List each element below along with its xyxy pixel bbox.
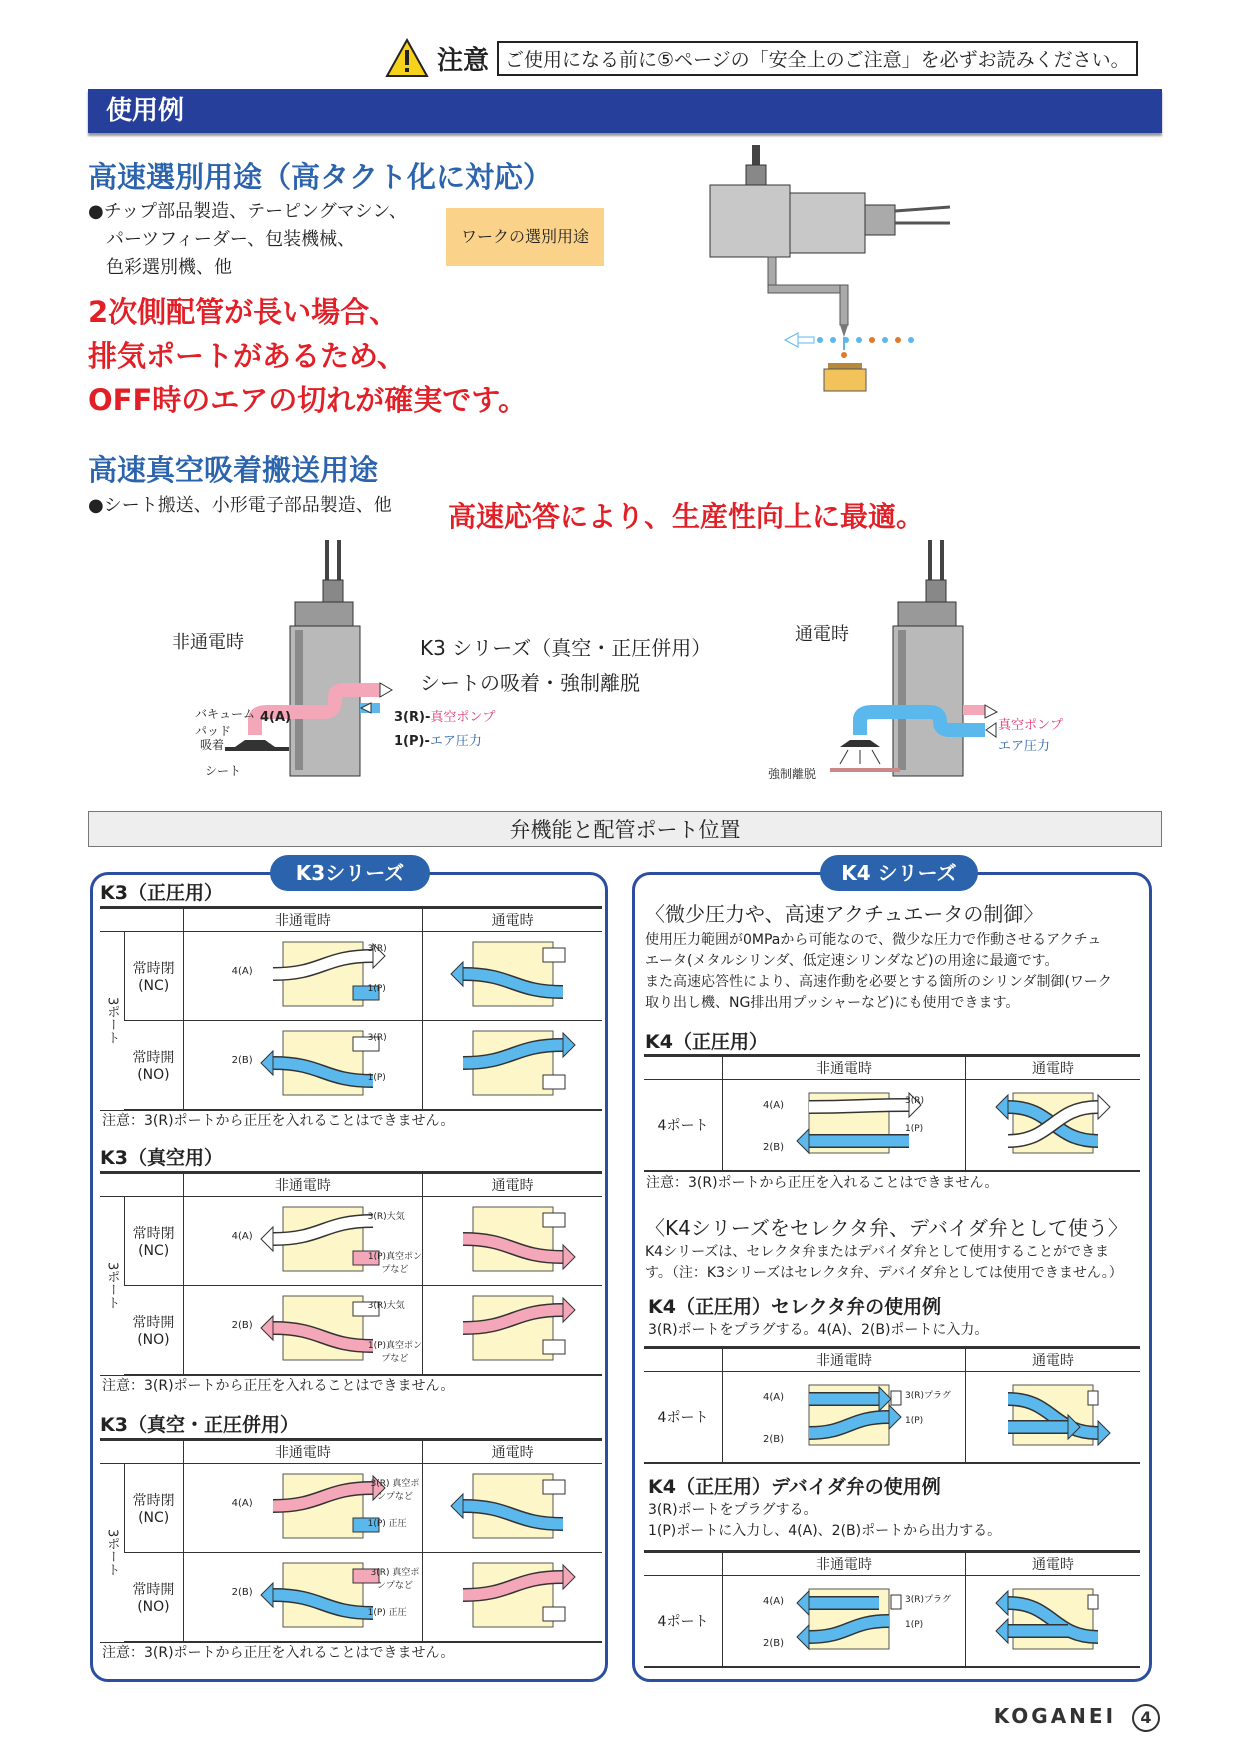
port-count: 4ポート [644,1080,723,1172]
valve-type-sub: (NC) [138,1510,170,1526]
air-label-on: エア圧力 [998,739,1051,754]
caption-line: K3 シリーズ（真空・正圧併用） [420,636,712,660]
valve-row [100,1464,602,1553]
port-label: 1(P) [905,1124,924,1134]
valve-type [124,1197,183,1286]
red-line: OFF時のエアの切れが確実です。 [88,383,527,417]
col-off: 非通電時 [723,1348,966,1372]
col-off: 非通電時 [183,1173,423,1197]
k3-table-note: 注意：3(R)ポートから正圧を入れることはできません。 [102,1113,455,1129]
port-label: 1(P) 正圧 [367,1608,407,1618]
port-label: 2(B) [231,1055,253,1066]
valve-type [124,1464,183,1553]
work-sort-tag: ワークの選別用途 [446,208,604,266]
off-state-cell [183,1553,423,1643]
port-label: 2(B) [231,1320,253,1331]
off-state-cell [183,1197,423,1286]
vacuum-on-illustration [820,540,1000,790]
on-state-cell [423,1021,602,1111]
sorter-valve-illustration [690,145,980,405]
k4-t2-title: K4（正圧用）セレクタ弁の使用例 [648,1296,942,1318]
valve-row [100,1286,602,1376]
valve-type [124,1553,183,1643]
k3-table-title: K3（真空用） [100,1147,223,1169]
off-state-cell [183,932,423,1021]
port-label: 3(R)大気 [367,1212,405,1222]
k3-valve-table [100,1171,602,1376]
port-label: 3(R) [367,1033,387,1043]
desc-line: また高速応答性により、高速作動を必要とする箇所のシリンダ制御(ワーク [645,974,1112,990]
sec1-bullet-line: パーツフィーダー、包装機械、 [106,229,356,250]
sec1-bullet-line: ●チップ部品製造、テーピングマシン、 [88,201,407,222]
port-4a-label: 4(A) [260,710,291,725]
notice-text: ご使用になる前に⑤ページの「安全上のご注意」を必ずお読みください。 [497,41,1138,76]
air-label: エア圧力 [429,734,482,749]
page-number: 4 [1132,1704,1160,1732]
port-label: 4(A) [231,1231,253,1242]
valve-symbol [443,1288,583,1368]
port-label: 4(A) [231,966,253,977]
safety-notice [385,38,1138,78]
on-state-cell [966,1080,1141,1172]
col-on: 通電時 [966,1552,1141,1576]
port-label: 4(A) [231,1498,253,1509]
page-banner: 使用例 [88,89,1162,133]
off-state-cell [183,1021,423,1111]
port-label: 1(P) [905,1416,924,1426]
port-label: 1(P)真空ポンプなど [367,1252,423,1275]
valve-symbol [443,1555,583,1635]
on-state-cell [423,1553,602,1643]
port-label: 1(P) [905,1620,924,1630]
k4-desc1 [645,930,1112,1014]
valve-type-label: 常時閉 [132,1493,175,1509]
sec2-bullet: ●シート搬送、小形電子部品製造、他 [88,495,392,516]
k4-t3-desc [648,1500,1001,1542]
valve-type [124,1021,183,1111]
valve-type-label: 常時開 [132,1050,175,1066]
on-state-cell [423,932,602,1021]
valve-type-label: 常時閉 [132,961,175,977]
valve-symbol [988,1377,1118,1453]
col-off: 非通電時 [183,1440,423,1464]
k4-pill: K4 シリーズ [820,855,978,891]
k3-pill: K3シリーズ [270,855,430,891]
port-label: 4(A) [763,1100,785,1111]
valve-row [100,932,602,1021]
valve-type-sub: (NC) [138,978,170,994]
k4-heading1: 〈微少圧力や、高速アクチュエータの制御〉 [645,902,1044,926]
sec1-bullet-line: 色彩選別機、他 [106,257,232,278]
col-on: 通電時 [423,908,602,932]
on-state-cell [966,1372,1141,1464]
port-label: 3(R) 真空ポンプなど [370,1568,420,1591]
col-on: 通電時 [423,1440,602,1464]
k4-valve-table [644,1346,1140,1464]
on-state-cell [423,1464,602,1553]
release-label: 強制離脱 [768,767,817,781]
port-3r-pump [394,706,495,725]
notice-word: 注意 [437,45,490,76]
port-label: 2(B) [231,1587,253,1598]
vac-pad-label-line: パッド [195,724,232,738]
section-bar: 弁機能と配管ポート位置 [88,811,1162,847]
valve-type-sub: (NC) [138,1243,170,1259]
sheet-label: シート [205,764,242,778]
valve-row [100,1553,602,1643]
k4-valve-table [644,1054,1140,1172]
desc-line: 取り出し機、NG排出用プッシャーなど)にも使用できます。 [645,995,1020,1011]
k4-heading2: 〈K4シリーズをセレクタ弁、デバイダ弁として使う〉 [645,1216,1128,1240]
desc-line: 1(P)ポートに入力し、4(A)、2(B)ポートから出力する。 [648,1523,1002,1539]
desc-line: K4シリーズは、セレクタ弁またはデバイダ弁として使用することができま [645,1244,1109,1260]
k4-desc2 [645,1242,1123,1284]
footer [994,1704,1160,1732]
valve-type-label: 常時閉 [132,1226,175,1242]
port-label: 2(B) [763,1434,785,1445]
pump-label: 真空ポンプ [430,710,496,725]
port-count: 3ポート [100,932,124,1111]
off-state-cell [723,1372,966,1464]
col-off: 非通電時 [723,1552,966,1576]
on-state-cell [966,1576,1141,1668]
k4-t2-desc: 3(R)ポートをプラグする。4(A)、2(B)ポートに入力。 [648,1322,989,1338]
k4-t1-title: K4（正圧用） [645,1031,768,1053]
port-count: 3ポート [100,1464,124,1643]
valve-type-label: 常時開 [132,1582,175,1598]
on-state-cell [423,1286,602,1376]
port-label: 3(R) [367,944,387,954]
port-1p-air [394,730,482,749]
sec1-bullet [88,198,407,282]
port-label: 3(R)大気 [367,1301,405,1311]
k3-caption [420,632,711,696]
k3-table-title: K3（真空・正圧併用） [100,1414,299,1436]
valve-row [100,1197,602,1286]
port-label: 3(R) [905,1096,925,1106]
k4-t1-note: 注意：3(R)ポートから正圧を入れることはできません。 [646,1175,999,1191]
port-label: 1(P) [367,984,386,994]
port-label: 3(R)プラグ [905,1391,952,1401]
port-label: 1(P) 正圧 [367,1519,407,1529]
port-label: 1(P) [367,1073,386,1083]
sec1-red-text [88,290,527,422]
pump-label-on: 真空ポンプ [998,718,1064,733]
port-label: 2(B) [763,1638,785,1649]
valve-type-label: 常時開 [132,1315,175,1331]
k3-table-note: 注意：3(R)ポートから正圧を入れることはできません。 [102,1378,455,1394]
k4-t3-title: K4（正圧用）デバイダ弁の使用例 [648,1476,941,1498]
k3-table-title: K3（正圧用） [100,882,223,904]
k3-valve-table [100,906,602,1111]
port-count: 3ポート [100,1197,124,1376]
brand-logo: KOGANEI [993,1704,1117,1728]
warning-icon [385,38,429,78]
off-state-cell [723,1080,966,1172]
vac-pad-label-line: バキューム [195,707,256,721]
k3-valve-table [100,1438,602,1643]
off-state-cell [723,1576,966,1668]
k4-valve-table [644,1550,1140,1668]
port-label: 4(A) [763,1392,785,1403]
port-label: 1(P)真空ポンプなど [367,1341,423,1364]
port-label: 4(A) [763,1596,785,1607]
port-label: 3(R)プラグ [905,1595,952,1605]
port-3r-code: 3(R)- [394,710,431,725]
port-count: 4ポート [644,1372,723,1464]
off-label: 非通電時 [172,632,244,653]
sec1-title: 高速選別用途（高タクト化に対応） [88,160,553,194]
valve-symbol [988,1085,1118,1161]
valve-type-sub: (NO) [137,1332,170,1348]
port-count: 4ポート [644,1576,723,1668]
port-label: 3(R) 真空ポンプなど [370,1479,420,1502]
valve-symbol [443,1199,583,1279]
valve-symbol [443,934,583,1014]
col-on: 通電時 [966,1348,1141,1372]
col-off: 非通電時 [183,908,423,932]
suction-label: 吸着 [200,738,225,752]
red-line: 2次側配管が長い場合、 [88,295,399,329]
desc-line: 3(R)ポートをプラグする。 [648,1502,818,1518]
sec2-title: 高速真空吸着搬送用途 [88,453,379,487]
valve-symbol [443,1466,583,1546]
caption-line: シートの吸着・強制離脱 [420,671,640,695]
sec2-red-text: 高速応答により、生産性向上に最適。 [448,500,925,533]
on-state-cell [423,1197,602,1286]
port-1p-code: 1(P)- [394,734,430,749]
col-off: 非通電時 [723,1056,966,1080]
valve-type-sub: (NO) [137,1599,170,1615]
valve-type [124,932,183,1021]
valve-symbol [443,1023,583,1103]
vac-pad-label [195,705,255,739]
desc-line: エータ(メタルシリンダ、低定速シリンダなど)の用途に最適です。 [645,953,1059,969]
desc-line: す。（注：K3シリーズはセレクタ弁、デバイダ弁としては使用できません。） [645,1265,1123,1281]
off-state-cell [183,1464,423,1553]
valve-symbol [988,1581,1118,1657]
valve-type-sub: (NO) [137,1067,170,1083]
port-label: 2(B) [763,1142,785,1153]
off-state-cell [183,1286,423,1376]
col-on: 通電時 [966,1056,1141,1080]
col-on: 通電時 [423,1173,602,1197]
red-line: 排気ポートがあるため、 [88,339,406,373]
valve-row [100,1021,602,1111]
k3-table-note: 注意：3(R)ポートから正圧を入れることはできません。 [102,1645,455,1661]
valve-type [124,1286,183,1376]
on-label: 通電時 [795,624,849,645]
desc-line: 使用圧力範囲が0MPaから可能なので、微少な圧力で作動させるアクチュ [645,932,1102,948]
